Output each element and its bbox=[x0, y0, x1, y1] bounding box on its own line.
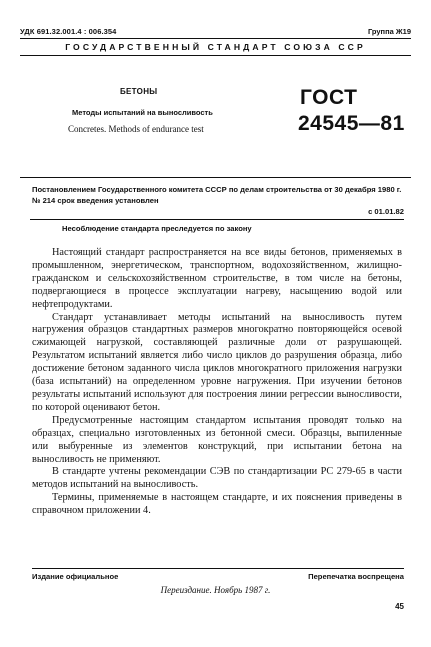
gost-label: ГОСТ bbox=[300, 86, 358, 109]
paragraph: Предусмотренные настоящим стандартом испытания проводят только на образцах, специально изготовленных из бетонной смеси. Образцы, выпиленные или выбуренные из элементов конструкций, при испытании бетона на выносливость не применяют. bbox=[32, 414, 402, 465]
document-title-english: Concretes. Methods of endurance test bbox=[68, 124, 204, 134]
udk-code: УДК 691.32.001.4 : 006.354 bbox=[20, 27, 117, 36]
paragraph: В стандарте учтены рекомендации СЭВ по стандартизации РС 279-65 в части методов испытаний на выносливость. bbox=[32, 466, 402, 491]
page-number: 45 bbox=[395, 602, 404, 611]
edition-note: Издание официальное bbox=[32, 572, 119, 581]
paragraph: Стандарт устанавливает методы испытаний на выносливость путем нагружения образцов стандартных размеров многократно повторяющейся осевой сжимающей нагрузкой, составляющей различные доли от разрушающей. Результатом испытаний является либо число циклов до разрушения образца, либо достижение бетоном заданного числа циклов многократного приложения нагрузки (база испытаний) на определенном уровне нагружения. При изучении бетонов результаты испытаний используют для построения линии регрессии выносливости, по которой оценивают бетон. bbox=[32, 311, 402, 413]
effective-date: с 01.01.82 bbox=[368, 207, 404, 216]
decree-text: Постановлением Государственного комитета СССР по делам строительства от 30 декабря 1980 г. № 214 срок введения установлен bbox=[32, 185, 402, 205]
group-code: Группа Ж19 bbox=[367, 27, 411, 36]
banner-rule bbox=[20, 55, 411, 56]
document-title: БЕТОНЫ bbox=[120, 87, 158, 96]
paragraph: Термины, применяемые в настоящем стандарте, и их пояснения приведены в справочном приложении 4. bbox=[32, 492, 402, 517]
body-text bbox=[32, 247, 402, 518]
reprint-note: Перепечатка воспрещена bbox=[308, 572, 404, 581]
section-rule bbox=[20, 177, 411, 178]
standard-banner: ГОСУДАРСТВЕННЫЙ СТАНДАРТ СОЮЗА ССР bbox=[65, 42, 366, 52]
gost-number: 24545—81 bbox=[298, 112, 405, 135]
footer-rule bbox=[32, 568, 404, 569]
date-rule bbox=[30, 219, 404, 220]
top-rule bbox=[20, 38, 411, 39]
paragraph: Настоящий стандарт распространяется на все виды бетонов, применяемых в промышленном, энергетическом, транспортном, водохозяйственном, жилищно-гражданском и сельскохозяйственном строительстве, в том числе на бетоны, подвергающиеся в процессе эксплуатации нагреву, насыщению водой или нефтепродуктами. bbox=[32, 247, 402, 310]
reissue-note: Переиздание. Ноябрь 1987 г. bbox=[160, 585, 271, 595]
legal-notice: Несоблюдение стандарта преследуется по закону bbox=[62, 224, 252, 233]
document-subtitle: Методы испытаний на выносливость bbox=[72, 108, 213, 117]
